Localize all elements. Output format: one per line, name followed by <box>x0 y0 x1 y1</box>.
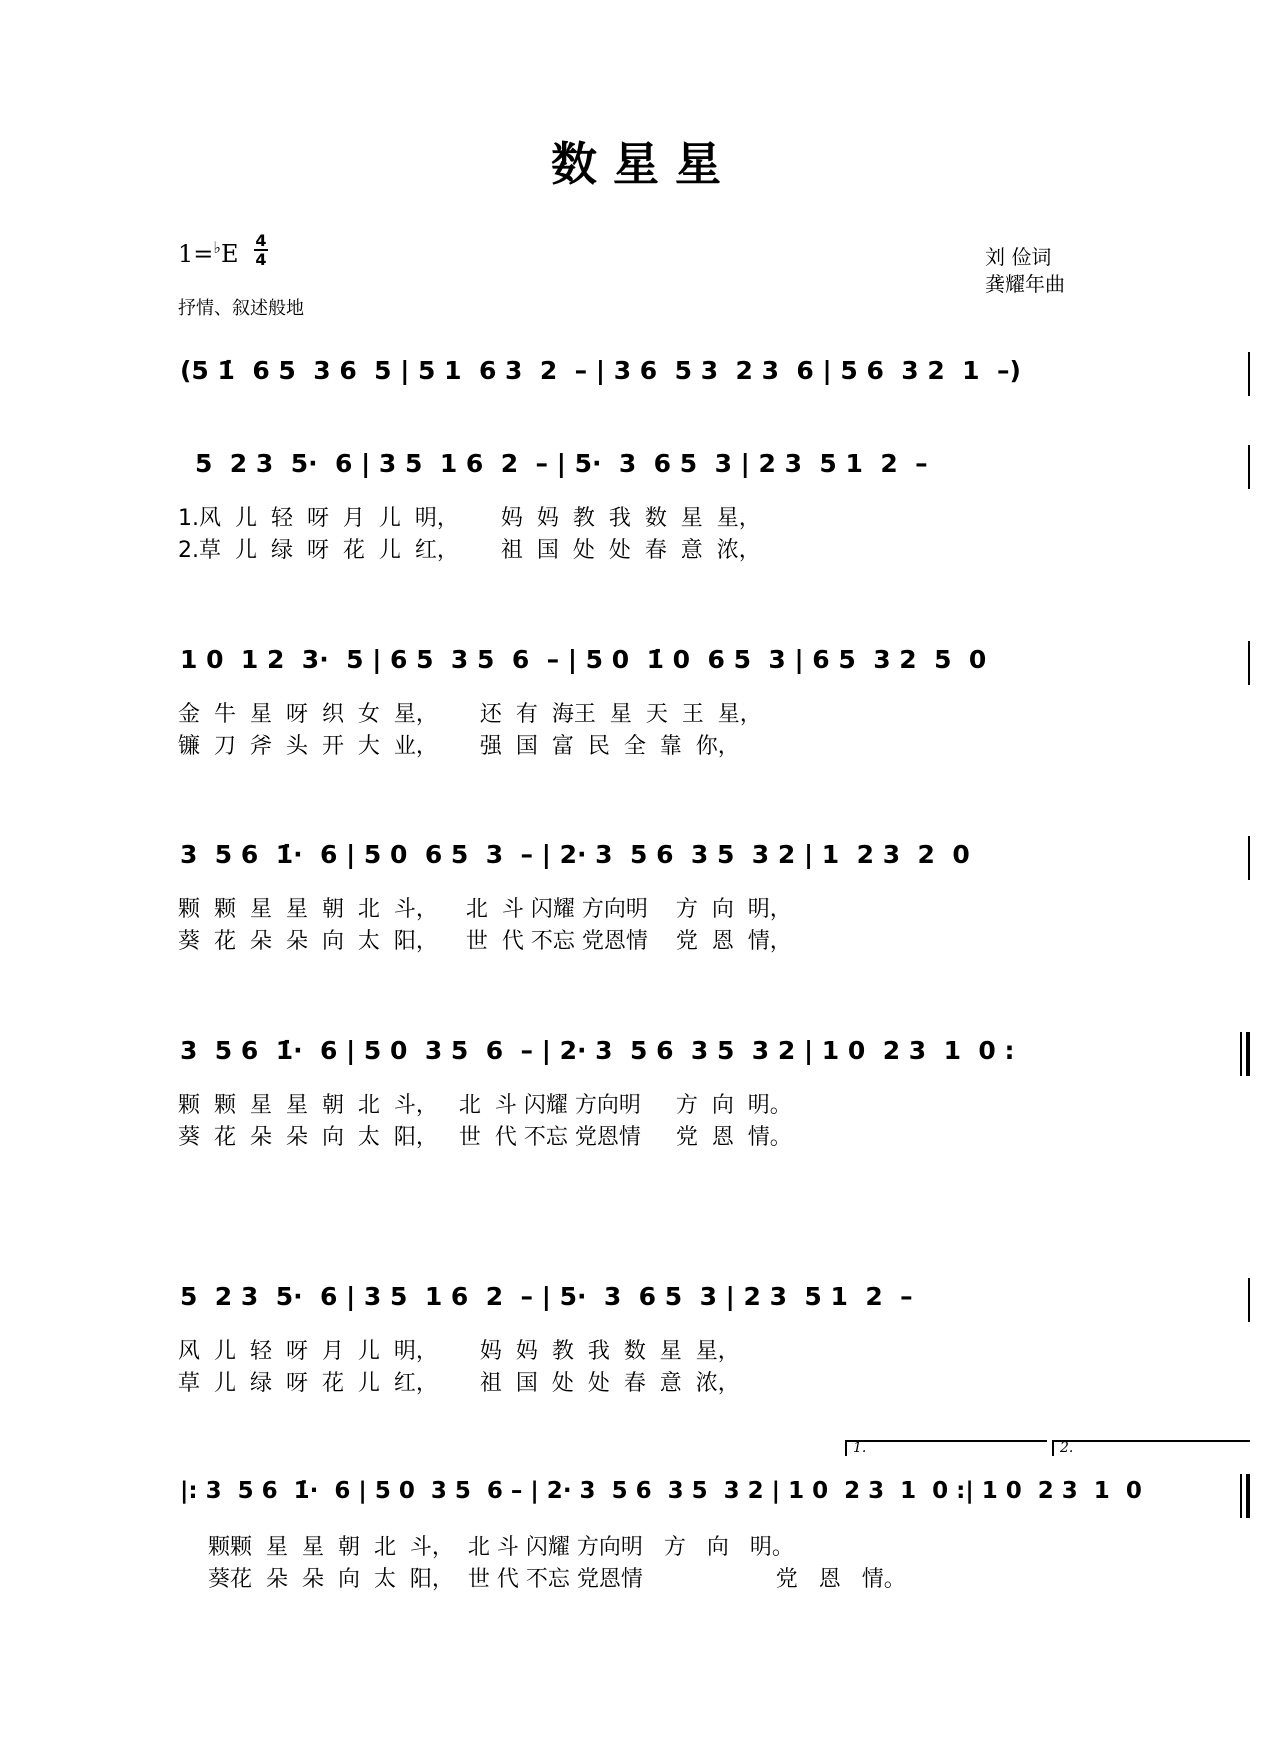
barline <box>1248 445 1250 489</box>
final-barline-thick <box>1246 1474 1250 1518</box>
page-title: 数 星 星 <box>550 137 722 191</box>
final-barline-thin <box>1240 1474 1242 1518</box>
notes-text: 5 2 3 5· 6 | 3 5 1 6 2 – | 5· 3 6 5 3 | 2 3 5 1 2 – <box>195 449 928 478</box>
lyric-line-1: 颗 颗 星 星 朝 北 斗， 北 斗 闪耀 方向明 方 向 明。 <box>178 1093 792 1118</box>
notes-text: |: 3 5 6 1̇· 6 | 5 0 3 5 6 – | 2· 3 5 6 3 5 3 2 | 1 0 2 3 1 0 :| 1 0 2 3 1 0 <box>180 1478 1142 1504</box>
barline <box>1248 836 1250 880</box>
notes-line <box>180 356 1250 396</box>
notes-line <box>180 840 1272 880</box>
lyric-line-1: 1.风 儿 轻 呀 月 儿 明， 妈 妈 教 我 数 星 星， <box>178 506 761 531</box>
key-prefix: 1= <box>178 240 214 268</box>
notes-text: 3 5 6 1̇· 6 | 5 0 6 5 3 – | 2· 3 5 6 3 5 3 2 | 1 2 3 2 0 <box>180 840 970 869</box>
notes-text: 1 0 1 2 3· 5 | 6 5 3 5 6 – | 5 0 1̇ 0 6 5 3 | 6 5 3 2 5 0 <box>180 645 987 674</box>
lyric-line-2: 葵花 朵 朵 向 太 阳， 世 代 不忘 党恩情 党 恩 情。 <box>208 1567 906 1592</box>
lyric-line-1: 颗颗 星 星 朝 北 斗， 北 斗 闪耀 方向明 方 向 明。 <box>208 1535 794 1560</box>
lyric-line-2: 葵 花 朵 朵 向 太 阳， 世 代 不忘 党恩情 党 恩 情， <box>178 929 792 954</box>
credits <box>985 244 1065 298</box>
barline <box>1248 352 1250 396</box>
lyric-line-2: 2.草 儿 绿 呀 花 儿 红， 祖 国 处 处 春 意 浓， <box>178 538 761 563</box>
volta-label-1: 1. <box>853 1440 867 1456</box>
notes-text: 5 2 3 5· 6 | 3 5 1 6 2 – | 5· 3 6 5 3 | 2 3 5 1 2 – <box>180 1282 913 1311</box>
tempo-marking: 抒情、叙述般地 <box>178 298 304 319</box>
key-signature <box>178 238 238 268</box>
time-top: 4 <box>255 231 267 250</box>
notes-line <box>180 1036 1272 1076</box>
lyric-line-2: 草 儿 绿 呀 花 儿 红， 祖 国 处 处 春 意 浓， <box>178 1371 740 1396</box>
notes-text: (5 1̇ 6 5 3 6 5 | 5 1 6 3 2 – | 3 6 5 3 2 3 6 | 5 6 3 2 1 –) <box>180 356 1021 385</box>
notes-line <box>195 449 1272 489</box>
notes-text: 3 5 6 1̇· 6 | 5 0 3 5 6 – | 2· 3 5 6 3 5 3 2 | 1 0 2 3 1 0 : <box>180 1036 1015 1065</box>
barline <box>1248 641 1250 685</box>
time-signature <box>254 232 268 268</box>
composer-credit: 龚耀年曲 <box>985 272 1065 296</box>
lyric-line-1: 风 儿 轻 呀 月 儿 明， 妈 妈 教 我 数 星 星， <box>178 1339 740 1364</box>
notes-line <box>180 1282 1272 1322</box>
key-tonic: E <box>220 240 239 268</box>
lyric-line-1: 金 牛 星 呀 织 女 星， 还 有 海王 星 天 王 星， <box>178 702 762 727</box>
time-bottom: 4 <box>255 250 267 269</box>
flat-sign-icon: ♭ <box>213 238 221 257</box>
lyric-line-2: 镰 刀 斧 头 开 大 业， 强 国 富 民 全 靠 你， <box>178 734 740 759</box>
lyric-line-1: 颗 颗 星 星 朝 北 斗， 北 斗 闪耀 方向明 方 向 明， <box>178 897 792 922</box>
lyric-line-2: 葵 花 朵 朵 向 太 阳， 世 代 不忘 党恩情 党 恩 情。 <box>178 1125 792 1150</box>
notes-line <box>180 645 1272 685</box>
repeat-barline-thick <box>1246 1032 1250 1076</box>
volta-first-ending <box>845 1440 1047 1456</box>
barline <box>1248 1278 1250 1322</box>
volta-label-2: 2. <box>1060 1440 1074 1456</box>
notes-line <box>180 1478 1272 1518</box>
volta-second-ending <box>1052 1440 1250 1456</box>
lyricist-credit: 刘 俭词 <box>985 245 1052 269</box>
repeat-barline-thin <box>1240 1032 1242 1076</box>
